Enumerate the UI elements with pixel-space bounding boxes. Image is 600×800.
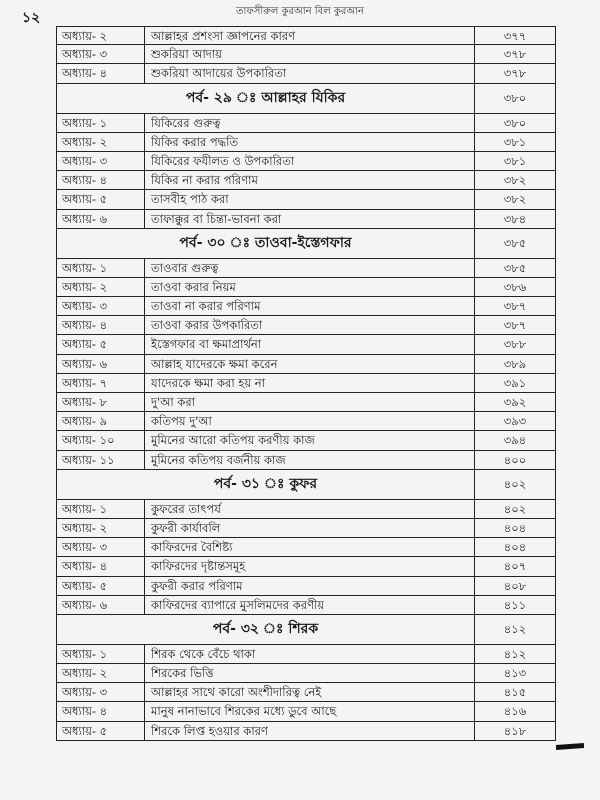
- chapter-page-number: ৩৮১: [503, 153, 527, 168]
- chapter-row: [56, 538, 556, 557]
- chapter-number: অধ্যায়- ১: [57, 500, 145, 518]
- chapter-number: অধ্যায়- ১: [57, 645, 145, 663]
- chapter-number: অধ্যায়- ৪: [57, 64, 145, 82]
- chapter-row: [56, 645, 556, 664]
- chapter-page-number: ৩৯১: [503, 375, 527, 390]
- chapter-row: [56, 355, 556, 374]
- chapter-page-number: ৩৯৪: [503, 433, 527, 448]
- chapter-number: অধ্যায়- ৪: [57, 171, 145, 189]
- chapter-page-number: ৪১১: [503, 597, 527, 612]
- chapter-title: কাফিরদের বৈশিষ্ট্য: [145, 538, 475, 556]
- chapter-title: কতিপয় দু'আ: [145, 412, 475, 430]
- chapter-title: যিকিরের ফযীলত ও উপকারিতা: [145, 152, 475, 170]
- chapter-number: অধ্যায়- ১: [57, 259, 145, 277]
- chapter-title: যিকির না করার পরিণাম: [145, 171, 475, 189]
- chapter-row: [56, 596, 556, 615]
- chapter-number: অধ্যায়- ২: [57, 664, 145, 682]
- chapter-number: অধ্যায়- ৩: [57, 538, 145, 556]
- chapter-number: অধ্যায়- ৩: [57, 45, 145, 63]
- chapter-title: শিরকে লিপ্ত হওয়ার কারণ: [145, 722, 475, 740]
- part-title: পর্ব- ২৯ ঃ আল্লাহর যিকির: [57, 84, 475, 113]
- chapter-page-number: ৪০০: [503, 452, 527, 467]
- chapter-number: অধ্যায়- ৩: [57, 683, 145, 701]
- chapter-page-number: ৪১২: [503, 646, 527, 661]
- chapter-title: তাফাক্কুর বা চিন্তা-ভাবনা করা: [145, 210, 475, 228]
- chapter-number: অধ্যায়- ৭: [57, 374, 145, 392]
- chapter-title: মানুষ নানাভাবে শিরকের মধ্যে ডুবে আছে: [145, 702, 475, 720]
- chapter-number: অধ্যায়- ৩: [57, 152, 145, 170]
- chapter-page-number: ৪০৪: [503, 520, 527, 535]
- chapter-row: [56, 278, 556, 297]
- chapter-title: শুকরিয়া আদায়: [145, 45, 475, 63]
- part-heading-row: [56, 615, 556, 645]
- chapter-row: [56, 683, 556, 702]
- chapter-page-number: ৩৮৭: [503, 299, 527, 314]
- chapter-title: আল্লাহর প্রশংসা জ্ঞাপনের কারণ: [145, 27, 475, 44]
- chapter-page-number: ৩৮৭: [503, 318, 527, 333]
- chapter-row: [56, 577, 556, 596]
- chapter-number: অধ্যায়- ১: [57, 114, 145, 132]
- part-heading-row: [56, 229, 556, 259]
- chapter-title: যিকির করার পদ্ধতি: [145, 133, 475, 151]
- chapter-row: [56, 664, 556, 683]
- part-page-number: ৪০২: [503, 476, 527, 491]
- chapter-number: অধ্যায়- ৬: [57, 355, 145, 373]
- part-title: পর্ব- ৩০ ঃ তাওবা-ইস্তেগফার: [57, 229, 475, 258]
- chapter-title: শিরক থেকে বেঁচে থাকা: [145, 645, 475, 663]
- chapter-page-number: ৩৭৮: [503, 66, 527, 81]
- table-of-contents: [56, 26, 556, 741]
- chapter-title: ইস্তেগফার বা ক্ষমাপ্রার্থনা: [145, 335, 475, 353]
- chapter-title: আল্লাহ যাদেরকে ক্ষমা করেন: [145, 355, 475, 373]
- part-page-number: ৪১২: [503, 621, 527, 636]
- chapter-page-number: ৩৭৭: [503, 29, 527, 43]
- chapter-row: [56, 393, 556, 412]
- chapter-row: [56, 702, 556, 721]
- page-number: ১২: [22, 10, 41, 26]
- chapter-row: [56, 451, 556, 470]
- chapter-number: অধ্যায়- ৫: [57, 577, 145, 595]
- chapter-row: [56, 152, 556, 171]
- chapter-title: তাওবার গুরুত্ব: [145, 259, 475, 277]
- chapter-title: মুমিনের কতিপয় বর্জনীয় কাজ: [145, 451, 475, 469]
- chapter-number: অধ্যায়- ৫: [57, 335, 145, 353]
- chapter-row: [56, 259, 556, 278]
- chapter-number: অধ্যায়- ৫: [57, 190, 145, 208]
- chapter-number: অধ্যায়- ৮: [57, 393, 145, 411]
- chapter-row: [56, 26, 556, 45]
- chapter-row: [56, 374, 556, 393]
- part-page-number: ৩৮০: [503, 90, 527, 105]
- chapter-number: অধ্যায়- ৪: [57, 316, 145, 334]
- chapter-page-number: ৪০৮: [503, 578, 527, 593]
- chapter-page-number: ৪০৭: [503, 559, 527, 574]
- chapter-row: [56, 500, 556, 519]
- part-title: পর্ব- ৩১ ঃ কুফর: [57, 470, 475, 499]
- chapter-page-number: ৩৮৫: [503, 260, 527, 275]
- chapter-title: কুফরের তাৎপর্য: [145, 500, 475, 518]
- chapter-title: শিরকের ভিত্তি: [145, 664, 475, 682]
- chapter-title: যিকিরের গুরুত্ব: [145, 114, 475, 132]
- chapter-page-number: ৪১৩: [503, 666, 527, 681]
- chapter-title: যাদেরকে ক্ষমা করা হয় না: [145, 374, 475, 392]
- part-heading-row: [56, 470, 556, 500]
- chapter-number: অধ্যায়- ৯: [57, 412, 145, 430]
- chapter-number: অধ্যায়- ৬: [57, 210, 145, 228]
- chapter-title: শুকরিয়া আদায়ের উপকারিতা: [145, 64, 475, 82]
- chapter-page-number: ৩৮৯: [503, 356, 527, 371]
- chapter-number: অধ্যায়- ২: [57, 27, 145, 44]
- chapter-row: [56, 210, 556, 229]
- chapter-page-number: ৪১৫: [503, 685, 527, 700]
- chapter-number: অধ্যায়- ২: [57, 519, 145, 537]
- chapter-row: [56, 190, 556, 209]
- chapter-number: অধ্যায়- ১০: [57, 431, 145, 449]
- chapter-number: অধ্যায়- ৩: [57, 297, 145, 315]
- chapter-title: কাফিরদের দৃষ্টান্তসমূহ: [145, 557, 475, 575]
- chapter-number: অধ্যায়- ৪: [57, 702, 145, 720]
- chapter-row: [56, 64, 556, 83]
- chapter-row: [56, 412, 556, 431]
- chapter-page-number: ৩৮০: [503, 115, 527, 130]
- chapter-row: [56, 519, 556, 538]
- chapter-page-number: ৩৯২: [503, 395, 527, 409]
- running-header: তাফসীরুল কুরআন বিল কুরআন: [236, 6, 364, 17]
- chapter-row: [56, 431, 556, 450]
- chapter-page-number: ৩৮৬: [503, 279, 527, 294]
- chapter-page-number: ৩৯৩: [503, 414, 527, 429]
- part-heading-row: [56, 84, 556, 114]
- chapter-number: অধ্যায়- ২: [57, 278, 145, 296]
- chapter-title: তাওবা না করার পরিণাম: [145, 297, 475, 315]
- chapter-title: কাফিরদের ব্যাপারে মুসলিমদের করণীয়: [145, 596, 475, 614]
- chapter-row: [56, 316, 556, 335]
- chapter-page-number: ৩৮১: [503, 134, 527, 149]
- chapter-page-number: ৩৮৪: [503, 211, 527, 226]
- chapter-row: [56, 722, 556, 741]
- chapter-page-number: ৩৭৮: [503, 47, 527, 62]
- chapter-page-number: ৪১৮: [503, 723, 527, 738]
- chapter-row: [56, 297, 556, 316]
- chapter-number: অধ্যায়- ৬: [57, 596, 145, 614]
- chapter-title: মুমিনের আরো কতিপয় করণীয় কাজ: [145, 431, 475, 449]
- chapter-title: তাসবীহ পাঠ করা: [145, 190, 475, 208]
- chapter-row: [56, 114, 556, 133]
- chapter-title: কুফরী করার পরিণাম: [145, 577, 475, 595]
- chapter-page-number: ৩৮২: [503, 192, 527, 207]
- chapter-page-number: ৩৮২: [503, 173, 527, 188]
- chapter-page-number: ৪০৪: [503, 540, 527, 555]
- chapter-row: [56, 171, 556, 190]
- chapter-row: [56, 557, 556, 576]
- chapter-title: তাওবা করার নিয়ম: [145, 278, 475, 296]
- chapter-title: কুফরী কার্যাবলি: [145, 519, 475, 537]
- chapter-number: অধ্যায়- ১১: [57, 451, 145, 469]
- part-page-number: ৩৮৫: [503, 235, 527, 250]
- chapter-title: তাওবা করার উপকারিতা: [145, 316, 475, 334]
- chapter-title: দু'আ করা: [145, 393, 475, 411]
- chapter-page-number: ৪১৬: [503, 704, 527, 719]
- part-title: পর্ব- ৩২ ঃ শিরক: [57, 615, 475, 644]
- chapter-number: অধ্যায়- ২: [57, 133, 145, 151]
- chapter-page-number: ৪০২: [503, 501, 527, 516]
- chapter-title: আল্লাহর সাথে কারো অংশীদারিত্ব নেই: [145, 683, 475, 701]
- chapter-page-number: ৩৮৮: [503, 337, 527, 352]
- chapter-number: অধ্যায়- ৫: [57, 722, 145, 740]
- chapter-row: [56, 45, 556, 64]
- chapter-row: [56, 335, 556, 354]
- chapter-row: [56, 133, 556, 152]
- chapter-number: অধ্যায়- ৪: [57, 557, 145, 575]
- scan-edge-mark: [556, 743, 584, 750]
